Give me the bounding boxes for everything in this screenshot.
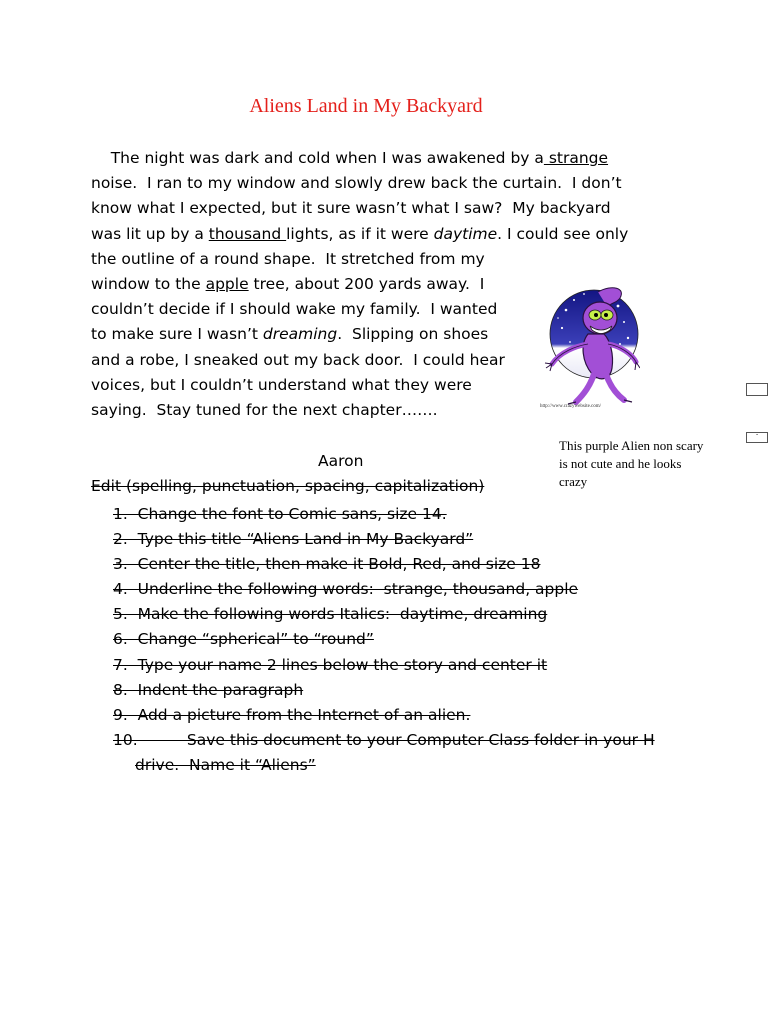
small-form-box[interactable]: [746, 432, 768, 443]
list-item: 10. Save this document to your Computer Class folder in your H: [113, 730, 655, 749]
image-caption: This purple Alien non scary is not cute and he looks crazy: [559, 438, 704, 489]
underlined-word-thousand: thousand: [208, 224, 287, 243]
author-name: Aaron: [318, 452, 364, 470]
story-line: and a robe, I sneaked out my back door. I could hear: [91, 350, 505, 369]
list-item: 2. Type this title “Aliens Land in My Backyard”: [113, 530, 474, 549]
italic-word-dreaming: dreaming: [262, 325, 338, 344]
task-list: [113, 502, 655, 778]
story-line: to make sure I wasn’t dreaming. Slipping on shoes: [91, 325, 489, 344]
list-item: 6. Change “spherical” to “round”: [113, 630, 374, 649]
document-title: Aliens Land in My Backyard: [249, 95, 483, 117]
list-item: 7. Type your name 2 lines below the story and center it: [113, 655, 548, 674]
list-item: 1. Change the font to Comic sans, size 14.: [113, 505, 447, 523]
small-form-box[interactable]: [746, 383, 768, 396]
story-line: noise. I ran to my window and slowly drew back the curtain. I don’t: [91, 174, 622, 193]
list-item: 8. Indent the paragraph: [113, 680, 304, 699]
story-line: know what I expected, but it sure wasn’t what I saw? My backyard: [91, 199, 611, 218]
underlined-word-apple: apple: [205, 274, 249, 293]
underlined-word-strange: strange: [543, 149, 609, 167]
italic-word-daytime: daytime: [433, 224, 498, 243]
story-line: the outline of a round shape. It stretched from my: [91, 249, 485, 268]
list-item-continuation: drive. Name it “Aliens”: [135, 755, 316, 774]
list-item: 5. Make the following words Italics: daytime, dreaming: [113, 605, 548, 624]
image-credit-url: http://www.crazywebsite.com/: [540, 404, 602, 409]
alien-clipart-image: [540, 282, 640, 414]
list-item: 4. Underline the following words: strange, thousand, apple: [113, 580, 579, 599]
story-line: window to the apple tree, about 200 yards away. I: [91, 274, 485, 293]
box-mark: -: [756, 431, 759, 438]
edit-heading: Edit (spelling, punctuation, spacing, capitalization): [91, 477, 485, 495]
list-item: 9. Add a picture from the Internet of an alien.: [113, 705, 471, 724]
list-item: 3. Center the title, then make it Bold, Red, and size 18: [113, 555, 541, 574]
story-line: saying. Stay tuned for the next chapter…….: [91, 400, 438, 419]
story-line: voices, but I couldn’t understand what they were: [91, 375, 472, 394]
story-line: couldn’t decide if I should wake my family. I wanted: [91, 300, 498, 319]
story-line: The night was dark and cold when I was awakened by a strange: [110, 149, 609, 167]
story-line: was lit up by a thousand lights, as if it were daytime. I could see only: [91, 224, 629, 243]
